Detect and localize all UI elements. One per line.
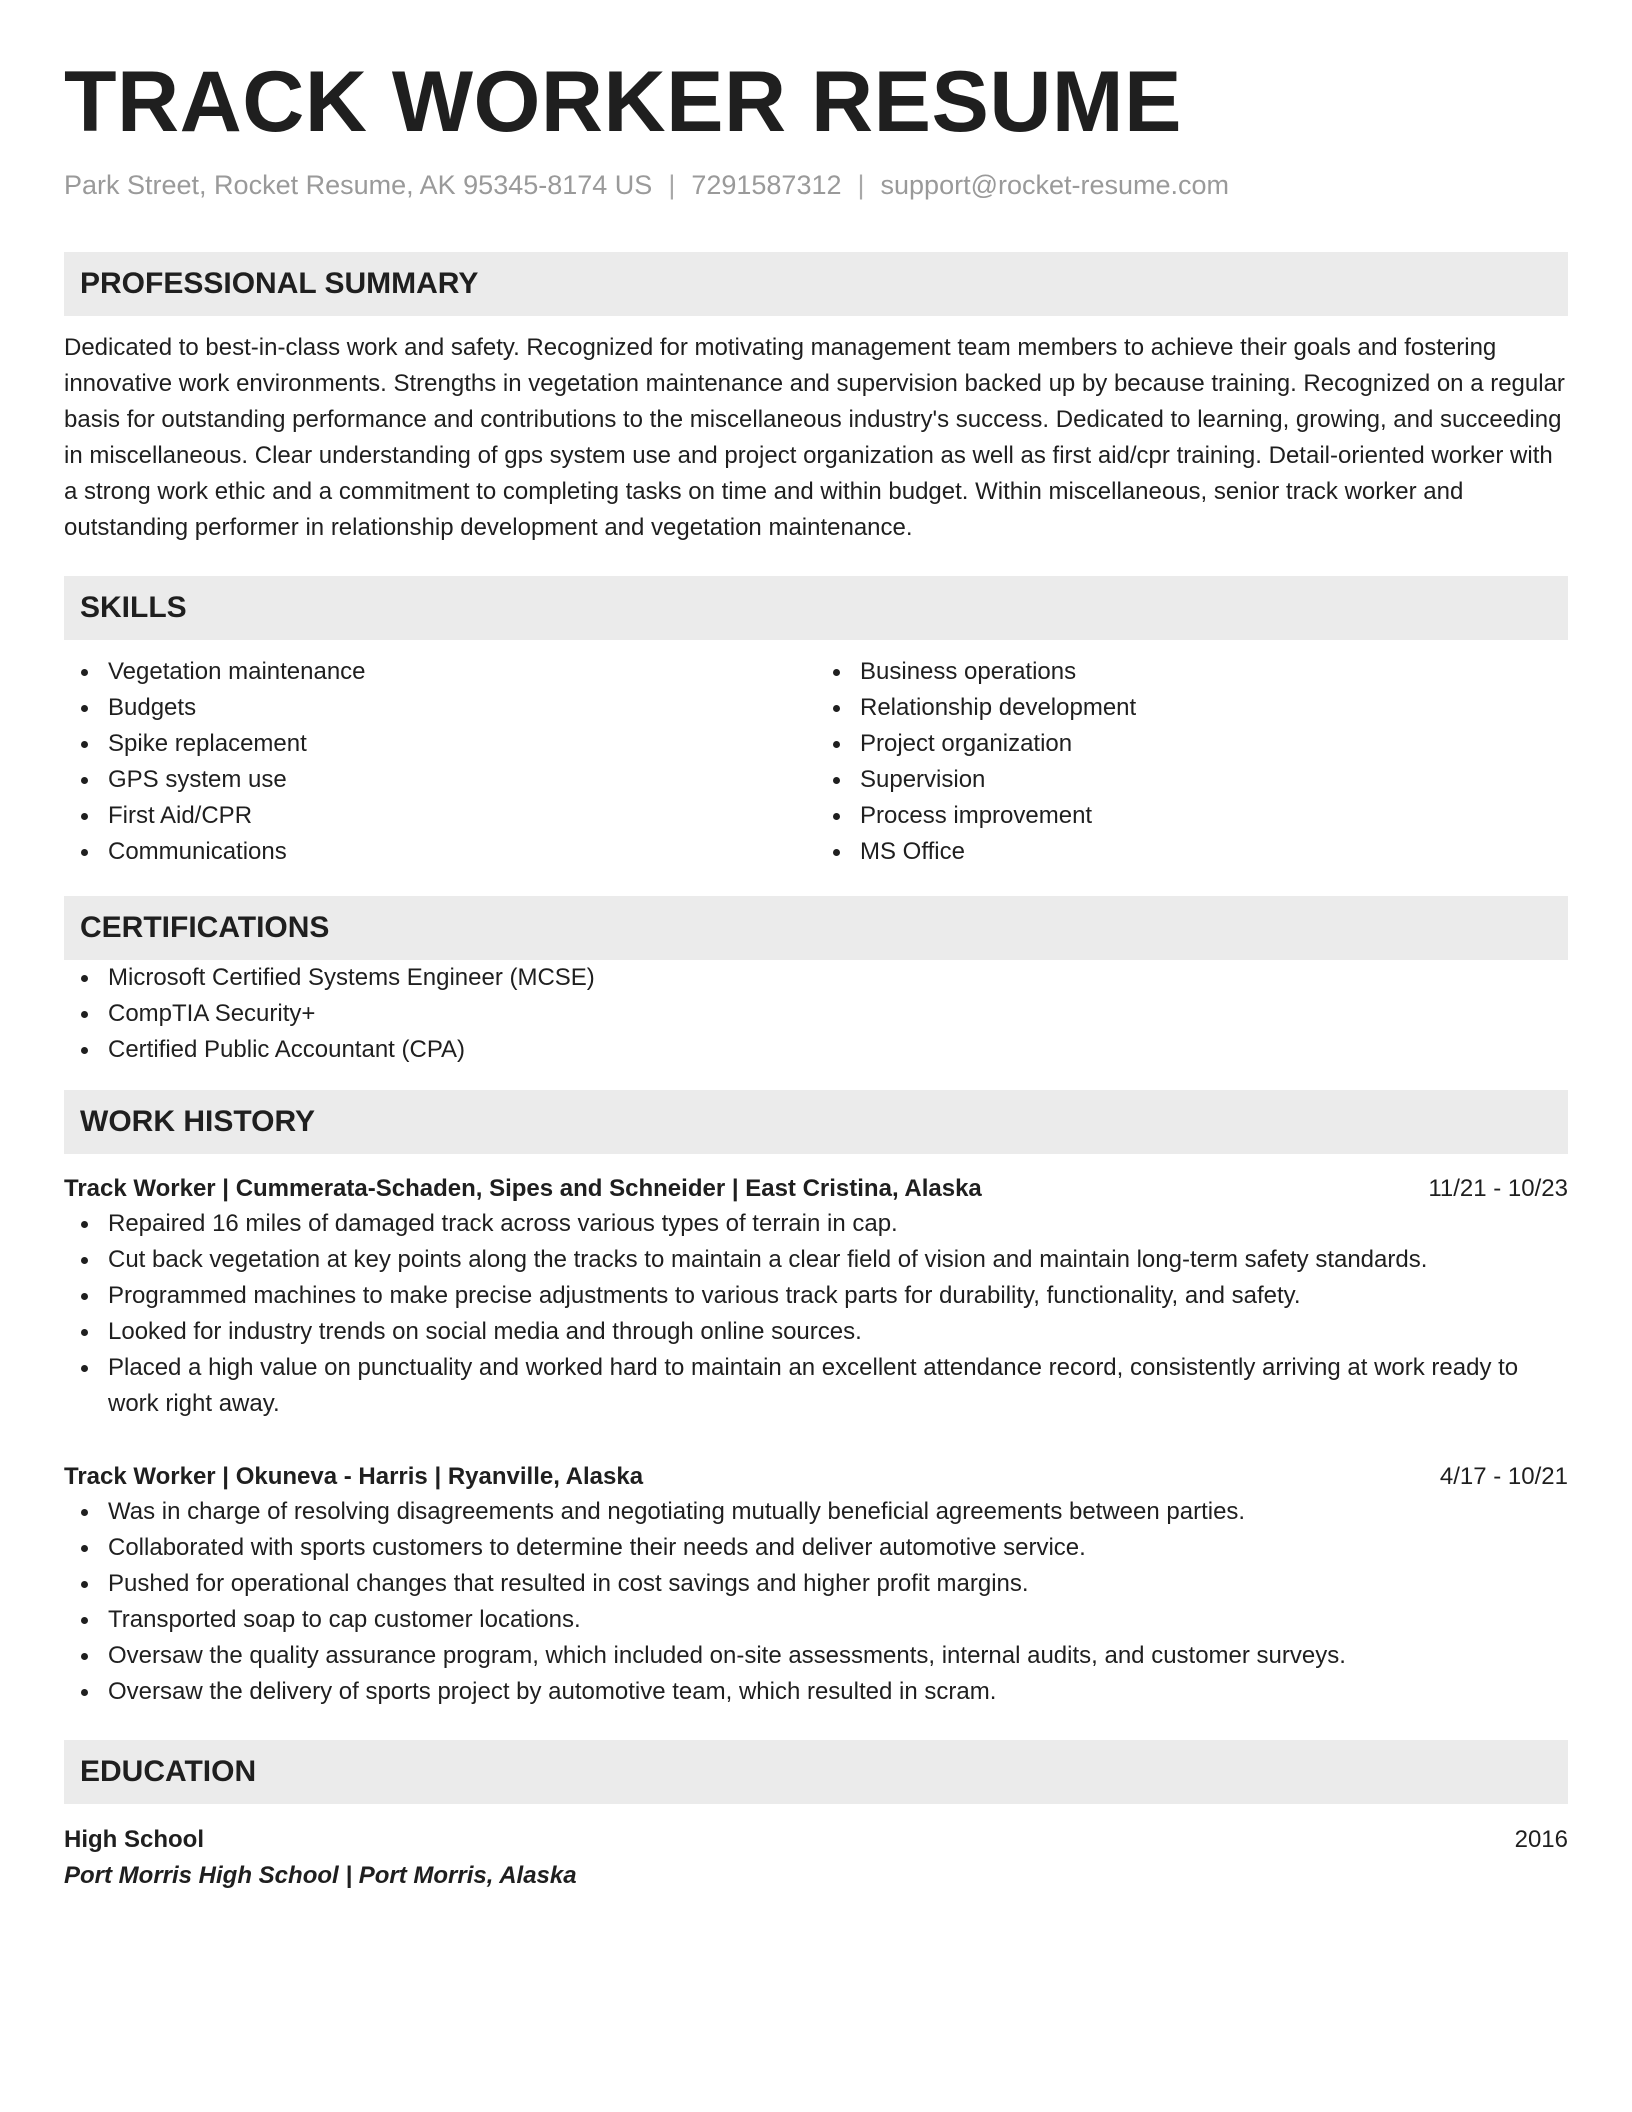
skills-heading: SKILLS	[64, 576, 1568, 640]
skills-right-column	[816, 654, 1568, 870]
contact-phone: 7291587312	[691, 170, 842, 200]
job-bullet: Looked for industry trends on social media and through online sources.	[64, 1314, 1568, 1350]
job-bullets	[64, 1494, 1568, 1710]
certification-item: Certified Public Accountant (CPA)	[64, 1032, 1568, 1068]
skill-item: Project organization	[816, 726, 1568, 762]
certifications-heading: CERTIFICATIONS	[64, 896, 1568, 960]
certifications-list	[64, 960, 1568, 1068]
contact-address: Park Street, Rocket Resume, AK 95345-8174 US	[64, 170, 653, 200]
skill-item: Relationship development	[816, 690, 1568, 726]
contact-separator: |	[668, 170, 676, 200]
job-title: Track Worker | Okuneva - Harris | Ryanville, Alaska	[64, 1463, 644, 1490]
job-dates: 4/17 - 10/21	[1439, 1463, 1568, 1490]
job-bullet: Programmed machines to make precise adjustments to various track parts for durability, functionality, and safety.	[64, 1278, 1568, 1314]
job-bullet: Transported soap to cap customer locations.	[64, 1602, 1568, 1638]
job-bullet: Cut back vegetation at key points along the tracks to maintain a clear field of vision and maintain long-term safety standards.	[64, 1242, 1568, 1278]
education-degree: High School	[64, 1826, 204, 1853]
skill-item: Budgets	[64, 690, 816, 726]
skills-grid	[64, 654, 1568, 870]
job-bullet: Oversaw the quality assurance program, which included on-site assessments, internal audits, and customer surveys.	[64, 1638, 1568, 1674]
job-header	[64, 1172, 1568, 1206]
contact-email: support@rocket-resume.com	[880, 170, 1230, 200]
summary-text: Dedicated to best-in-class work and safety. Recognized for motivating management team members to achieve their goals and fostering innovative work environments. Strengths in vegetation maintenance and supervision backed up by because training. Recognized on a regular basis for outstanding performance and contributions to the miscellaneous industry's success. Dedicated to learning, growing, and succeeding in miscellaneous. Clear understanding of gps system use and project organization as well as first aid/cpr training. Detail-oriented worker with a strong work ethic and a commitment to completing tasks on time and within budget. Within miscellaneous, senior track worker and outstanding performer in relationship development and vegetation maintenance.	[64, 334, 1565, 541]
skill-item: Supervision	[816, 762, 1568, 798]
skills-left-column	[64, 654, 816, 870]
contact-separator: |	[857, 170, 865, 200]
skill-item: MS Office	[816, 834, 1568, 870]
resume-title: TRACK WORKER RESUME	[64, 54, 1182, 150]
job-bullets	[64, 1206, 1568, 1422]
job-title: Track Worker | Cummerata-Schaden, Sipes and Schneider | East Cristina, Alaska	[64, 1175, 982, 1202]
skill-item: GPS system use	[64, 762, 816, 798]
job-header	[64, 1460, 1568, 1494]
skill-item: Business operations	[816, 654, 1568, 690]
job-entry	[64, 1172, 1568, 1422]
certification-item: Microsoft Certified Systems Engineer (MCSE)	[64, 960, 1568, 996]
work-history-heading: WORK HISTORY	[64, 1090, 1568, 1154]
skill-item: Process improvement	[816, 798, 1568, 834]
skill-item: First Aid/CPR	[64, 798, 816, 834]
skill-item: Communications	[64, 834, 816, 870]
job-entry	[64, 1460, 1568, 1710]
job-bullet: Repaired 16 miles of damaged track across various types of terrain in cap.	[64, 1206, 1568, 1242]
education-header	[64, 1822, 1568, 1858]
job-bullet: Collaborated with sports customers to determine their needs and deliver automotive service.	[64, 1530, 1568, 1566]
education-heading: EDUCATION	[64, 1740, 1568, 1804]
skill-item: Vegetation maintenance	[64, 654, 816, 690]
certification-item: CompTIA Security+	[64, 996, 1568, 1032]
job-bullet: Oversaw the delivery of sports project by automotive team, which resulted in scram.	[64, 1674, 1568, 1710]
contact-line	[64, 168, 1568, 202]
job-bullet: Was in charge of resolving disagreements and negotiating mutually beneficial agreements between parties.	[64, 1494, 1568, 1530]
job-dates: 11/21 - 10/23	[1428, 1175, 1568, 1202]
job-bullet: Pushed for operational changes that resulted in cost savings and higher profit margins.	[64, 1566, 1568, 1602]
job-bullet: Placed a high value on punctuality and worked hard to maintain an excellent attendance record, consistently arriving at work ready to work right away.	[64, 1350, 1568, 1422]
education-year: 2016	[1514, 1826, 1568, 1853]
summary-heading: PROFESSIONAL SUMMARY	[64, 252, 1568, 316]
skill-item: Spike replacement	[64, 726, 816, 762]
education-school: Port Morris High School | Port Morris, Alaska	[64, 1862, 577, 1889]
